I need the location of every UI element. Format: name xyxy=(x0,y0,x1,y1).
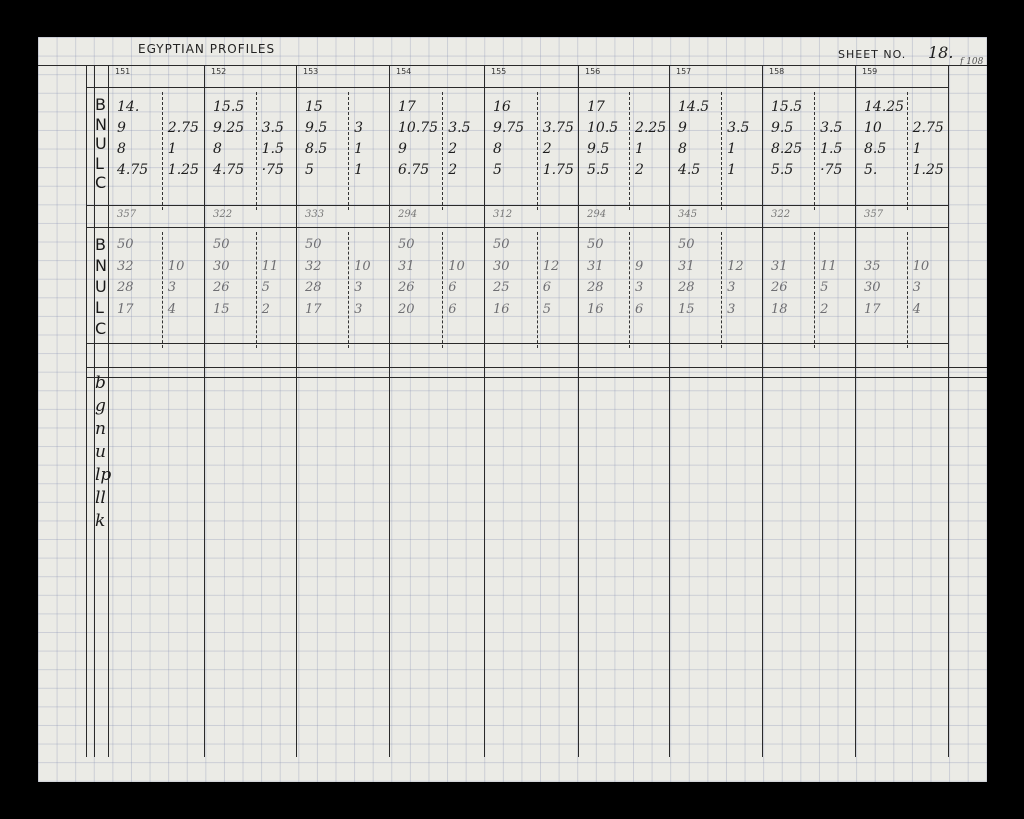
index-value: 35 xyxy=(864,258,881,274)
index-value: 6 xyxy=(448,280,457,295)
index-value: 5 xyxy=(820,280,829,295)
data-sheet xyxy=(38,37,987,782)
measurement-value: 4.75 xyxy=(213,162,245,178)
dashed-subdivider xyxy=(256,92,257,210)
row-label-bottom: g xyxy=(95,396,106,416)
index-value: 5 xyxy=(542,301,551,317)
index-value: 18 xyxy=(771,301,788,317)
column-number: 154 xyxy=(396,67,412,76)
measurement-value: 1 xyxy=(354,162,364,178)
measurement-value: 3 xyxy=(354,120,364,136)
horizontal-rule xyxy=(86,343,948,344)
row-label-top: U xyxy=(95,134,107,153)
measurement-value: 8.5 xyxy=(305,141,328,157)
measurement-value: 1.25 xyxy=(167,162,199,178)
column-number: 159 xyxy=(862,67,878,76)
index-value: 30 xyxy=(864,280,881,295)
measurement-value: 2.25 xyxy=(635,120,667,136)
measurement-value: 8 xyxy=(213,141,222,157)
column-divider xyxy=(108,65,109,757)
measurement-value: 17 xyxy=(398,99,416,115)
column-number: 156 xyxy=(585,67,601,76)
measurement-value: 1.25 xyxy=(912,162,944,178)
row-label-top: C xyxy=(95,173,107,192)
column-divider xyxy=(389,65,390,757)
horizontal-rule xyxy=(86,367,987,368)
dashed-subdivider xyxy=(907,92,908,210)
row-label-top: B xyxy=(95,95,106,114)
measurement-value: 5. xyxy=(864,162,878,178)
measurement-value: ·75 xyxy=(820,162,843,178)
index-value: 3 xyxy=(354,280,363,295)
dashed-subdivider xyxy=(537,92,538,210)
dashed-subdivider xyxy=(256,232,257,348)
measurement-value: 8.5 xyxy=(864,141,887,157)
index-value: 31 xyxy=(678,258,695,274)
index-value: 50 xyxy=(305,237,322,252)
measurement-value: 2 xyxy=(448,162,458,178)
index-value: 12 xyxy=(542,258,560,274)
index-value: 3 xyxy=(354,301,363,317)
column-number: 152 xyxy=(211,67,227,76)
measurement-value: 2.75 xyxy=(167,120,199,136)
index-value: 3 xyxy=(727,301,736,317)
index-value: 16 xyxy=(587,301,604,317)
index-value: 6 xyxy=(635,301,644,317)
sheet-number: 18. xyxy=(928,43,954,62)
index-value: 26 xyxy=(213,280,230,295)
index-value: 32 xyxy=(117,258,134,274)
column-divider xyxy=(484,65,485,757)
measurement-value: 4.75 xyxy=(117,162,149,178)
column-number: 153 xyxy=(303,67,319,76)
index-value: 50 xyxy=(213,237,230,252)
index-value: 3 xyxy=(727,280,736,295)
index-value: 11 xyxy=(820,258,837,274)
index-value: 11 xyxy=(261,258,279,274)
column-divider xyxy=(296,65,297,757)
column-total: 312 xyxy=(493,209,513,220)
dashed-subdivider xyxy=(907,232,908,348)
row-label-mid: U xyxy=(95,277,107,296)
column-number: 157 xyxy=(676,67,692,76)
index-value: 26 xyxy=(398,280,415,295)
measurement-value: 9.5 xyxy=(305,120,328,136)
measurement-value: 1 xyxy=(635,141,644,157)
horizontal-rule xyxy=(86,87,948,88)
row-label-mid: C xyxy=(95,319,107,338)
index-value: 30 xyxy=(493,258,510,274)
dashed-subdivider xyxy=(721,92,722,210)
index-value: 10 xyxy=(354,258,371,274)
row-label-mid: B xyxy=(95,235,106,254)
column-divider xyxy=(204,65,205,757)
column-total: 357 xyxy=(117,209,137,220)
measurement-value: ·75 xyxy=(261,162,284,178)
column-divider xyxy=(578,65,579,757)
dashed-subdivider xyxy=(629,232,630,348)
measurement-value: 15 xyxy=(305,99,323,115)
row-label-bottom: n xyxy=(95,419,106,439)
column-number: 158 xyxy=(769,67,785,76)
measurement-value: 1.75 xyxy=(542,162,574,178)
index-value: 15 xyxy=(678,301,695,317)
measurement-value: 1 xyxy=(354,141,364,157)
column-total: 322 xyxy=(771,209,791,220)
dashed-subdivider xyxy=(348,232,349,348)
sheet-number-label: SHEET NO. xyxy=(838,48,907,61)
column-total: 294 xyxy=(398,209,418,220)
measurement-value: 9 xyxy=(398,141,407,157)
row-label-mid: L xyxy=(95,298,104,317)
measurement-value: 4.5 xyxy=(678,162,701,178)
left-margin-line xyxy=(86,65,87,757)
measurement-value: 15.5 xyxy=(213,99,245,115)
column-total: 322 xyxy=(213,209,233,220)
measurement-value: 14.25 xyxy=(864,99,905,115)
column-divider xyxy=(762,65,763,757)
right-margin-line xyxy=(948,65,949,757)
index-value: 28 xyxy=(678,280,695,295)
row-label-bottom: u xyxy=(95,442,106,462)
measurement-value: 3.5 xyxy=(820,120,843,136)
measurement-value: 17 xyxy=(587,99,605,115)
measurement-value: 16 xyxy=(493,99,511,115)
dashed-subdivider xyxy=(162,92,163,210)
measurement-value: 3.5 xyxy=(261,120,284,136)
index-value: 17 xyxy=(864,301,881,317)
row-label-bottom: k xyxy=(95,511,106,531)
index-value: 10 xyxy=(912,258,930,274)
index-value: 50 xyxy=(398,237,415,252)
measurement-value: 9.5 xyxy=(587,141,610,157)
index-value: 9 xyxy=(635,258,644,274)
dashed-subdivider xyxy=(162,232,163,348)
dashed-subdivider xyxy=(814,232,815,348)
index-value: 28 xyxy=(305,280,322,295)
index-value: 12 xyxy=(727,258,744,274)
index-value: 4 xyxy=(167,301,177,317)
measurement-value: 8 xyxy=(678,141,687,157)
index-value: 3 xyxy=(635,280,644,295)
index-value: 2 xyxy=(820,301,829,317)
dashed-subdivider xyxy=(814,92,815,210)
index-value: 32 xyxy=(305,258,322,274)
dashed-subdivider xyxy=(721,232,722,348)
row-label-bottom: lp xyxy=(95,465,112,485)
dashed-subdivider xyxy=(348,92,349,210)
measurement-value: 1 xyxy=(727,162,737,178)
column-total: 294 xyxy=(587,209,607,220)
sheet-title: EGYPTIAN PROFILES xyxy=(138,42,276,56)
measurement-value: 8 xyxy=(117,141,126,157)
measurement-value: 1 xyxy=(912,141,922,157)
dashed-subdivider xyxy=(442,92,443,210)
measurement-value: 1.5 xyxy=(261,141,284,157)
measurement-value: 1.5 xyxy=(820,141,843,157)
column-total: 357 xyxy=(864,209,884,220)
measurement-value: 3.75 xyxy=(542,120,574,136)
index-value: 50 xyxy=(493,237,510,252)
measurement-value: 8 xyxy=(493,141,502,157)
row-label-bottom: b xyxy=(95,373,106,393)
measurement-value: 1 xyxy=(167,141,177,157)
index-value: 25 xyxy=(493,280,510,295)
horizontal-rule xyxy=(86,205,948,206)
index-value: 10 xyxy=(448,258,465,274)
row-label-mid: N xyxy=(95,256,107,275)
column-total: 333 xyxy=(305,209,325,220)
row-label-bottom: ll xyxy=(95,488,106,508)
measurement-value: 9.5 xyxy=(771,120,794,136)
measurement-value: 9.25 xyxy=(213,120,245,136)
measurement-value: 2 xyxy=(448,141,458,157)
index-value: 31 xyxy=(398,258,415,274)
measurement-value: 2.75 xyxy=(912,120,944,136)
measurement-value: 3.5 xyxy=(448,120,471,136)
measurement-value: 9 xyxy=(678,120,687,136)
measurement-value: 1 xyxy=(727,141,737,157)
index-value: 16 xyxy=(493,301,510,317)
index-value: 5 xyxy=(261,280,270,295)
index-value: 31 xyxy=(771,258,788,274)
measurement-value: 8.25 xyxy=(771,141,803,157)
measurement-value: 2 xyxy=(542,141,552,157)
column-total: 345 xyxy=(678,209,698,220)
measurement-value: 14. xyxy=(117,99,140,115)
index-value: 6 xyxy=(542,280,551,295)
column-number: 151 xyxy=(115,67,131,76)
dashed-subdivider xyxy=(442,232,443,348)
row-label-top: L xyxy=(95,153,104,173)
measurement-value: 10.5 xyxy=(587,120,619,136)
sheet-reference: f 108 xyxy=(960,57,984,67)
measurement-value: 5.5 xyxy=(771,162,794,178)
index-value: 20 xyxy=(398,301,415,317)
horizontal-rule xyxy=(86,377,987,378)
index-value: 30 xyxy=(213,258,230,274)
row-label-top: N xyxy=(95,114,107,134)
index-value: 2 xyxy=(261,301,270,317)
measurement-value: 15.5 xyxy=(771,99,803,115)
index-value: 31 xyxy=(587,258,604,274)
index-value: 10 xyxy=(167,258,185,274)
index-value: 50 xyxy=(678,237,695,252)
index-value: 3 xyxy=(167,280,177,295)
measurement-value: 5.5 xyxy=(587,162,610,178)
measurement-value: 5 xyxy=(493,162,502,178)
measurement-value: 6.75 xyxy=(398,162,430,178)
index-value: 17 xyxy=(117,301,134,317)
horizontal-rule xyxy=(86,227,948,228)
dashed-subdivider xyxy=(537,232,538,348)
dashed-subdivider xyxy=(629,92,630,210)
measurement-value: 9 xyxy=(117,120,126,136)
measurement-value: 10.75 xyxy=(398,120,439,136)
measurement-value: 5 xyxy=(305,162,314,178)
column-divider xyxy=(855,65,856,757)
index-value: 3 xyxy=(912,280,921,295)
index-value: 50 xyxy=(117,237,134,252)
measurement-value: 14.5 xyxy=(678,99,710,115)
index-value: 15 xyxy=(213,301,230,317)
index-value: 28 xyxy=(117,280,134,295)
index-value: 50 xyxy=(587,237,604,252)
horizontal-rule xyxy=(38,65,987,66)
index-value: 28 xyxy=(587,280,604,295)
index-value: 4 xyxy=(912,301,921,317)
column-number: 155 xyxy=(491,67,507,76)
index-value: 26 xyxy=(771,280,788,295)
measurement-value: 3.5 xyxy=(727,120,750,136)
measurement-value: 9.75 xyxy=(493,120,525,136)
measurement-value: 10 xyxy=(864,120,882,136)
measurement-value: 2 xyxy=(635,162,644,178)
index-value: 17 xyxy=(305,301,322,317)
column-divider xyxy=(669,65,670,757)
index-value: 6 xyxy=(448,301,457,317)
